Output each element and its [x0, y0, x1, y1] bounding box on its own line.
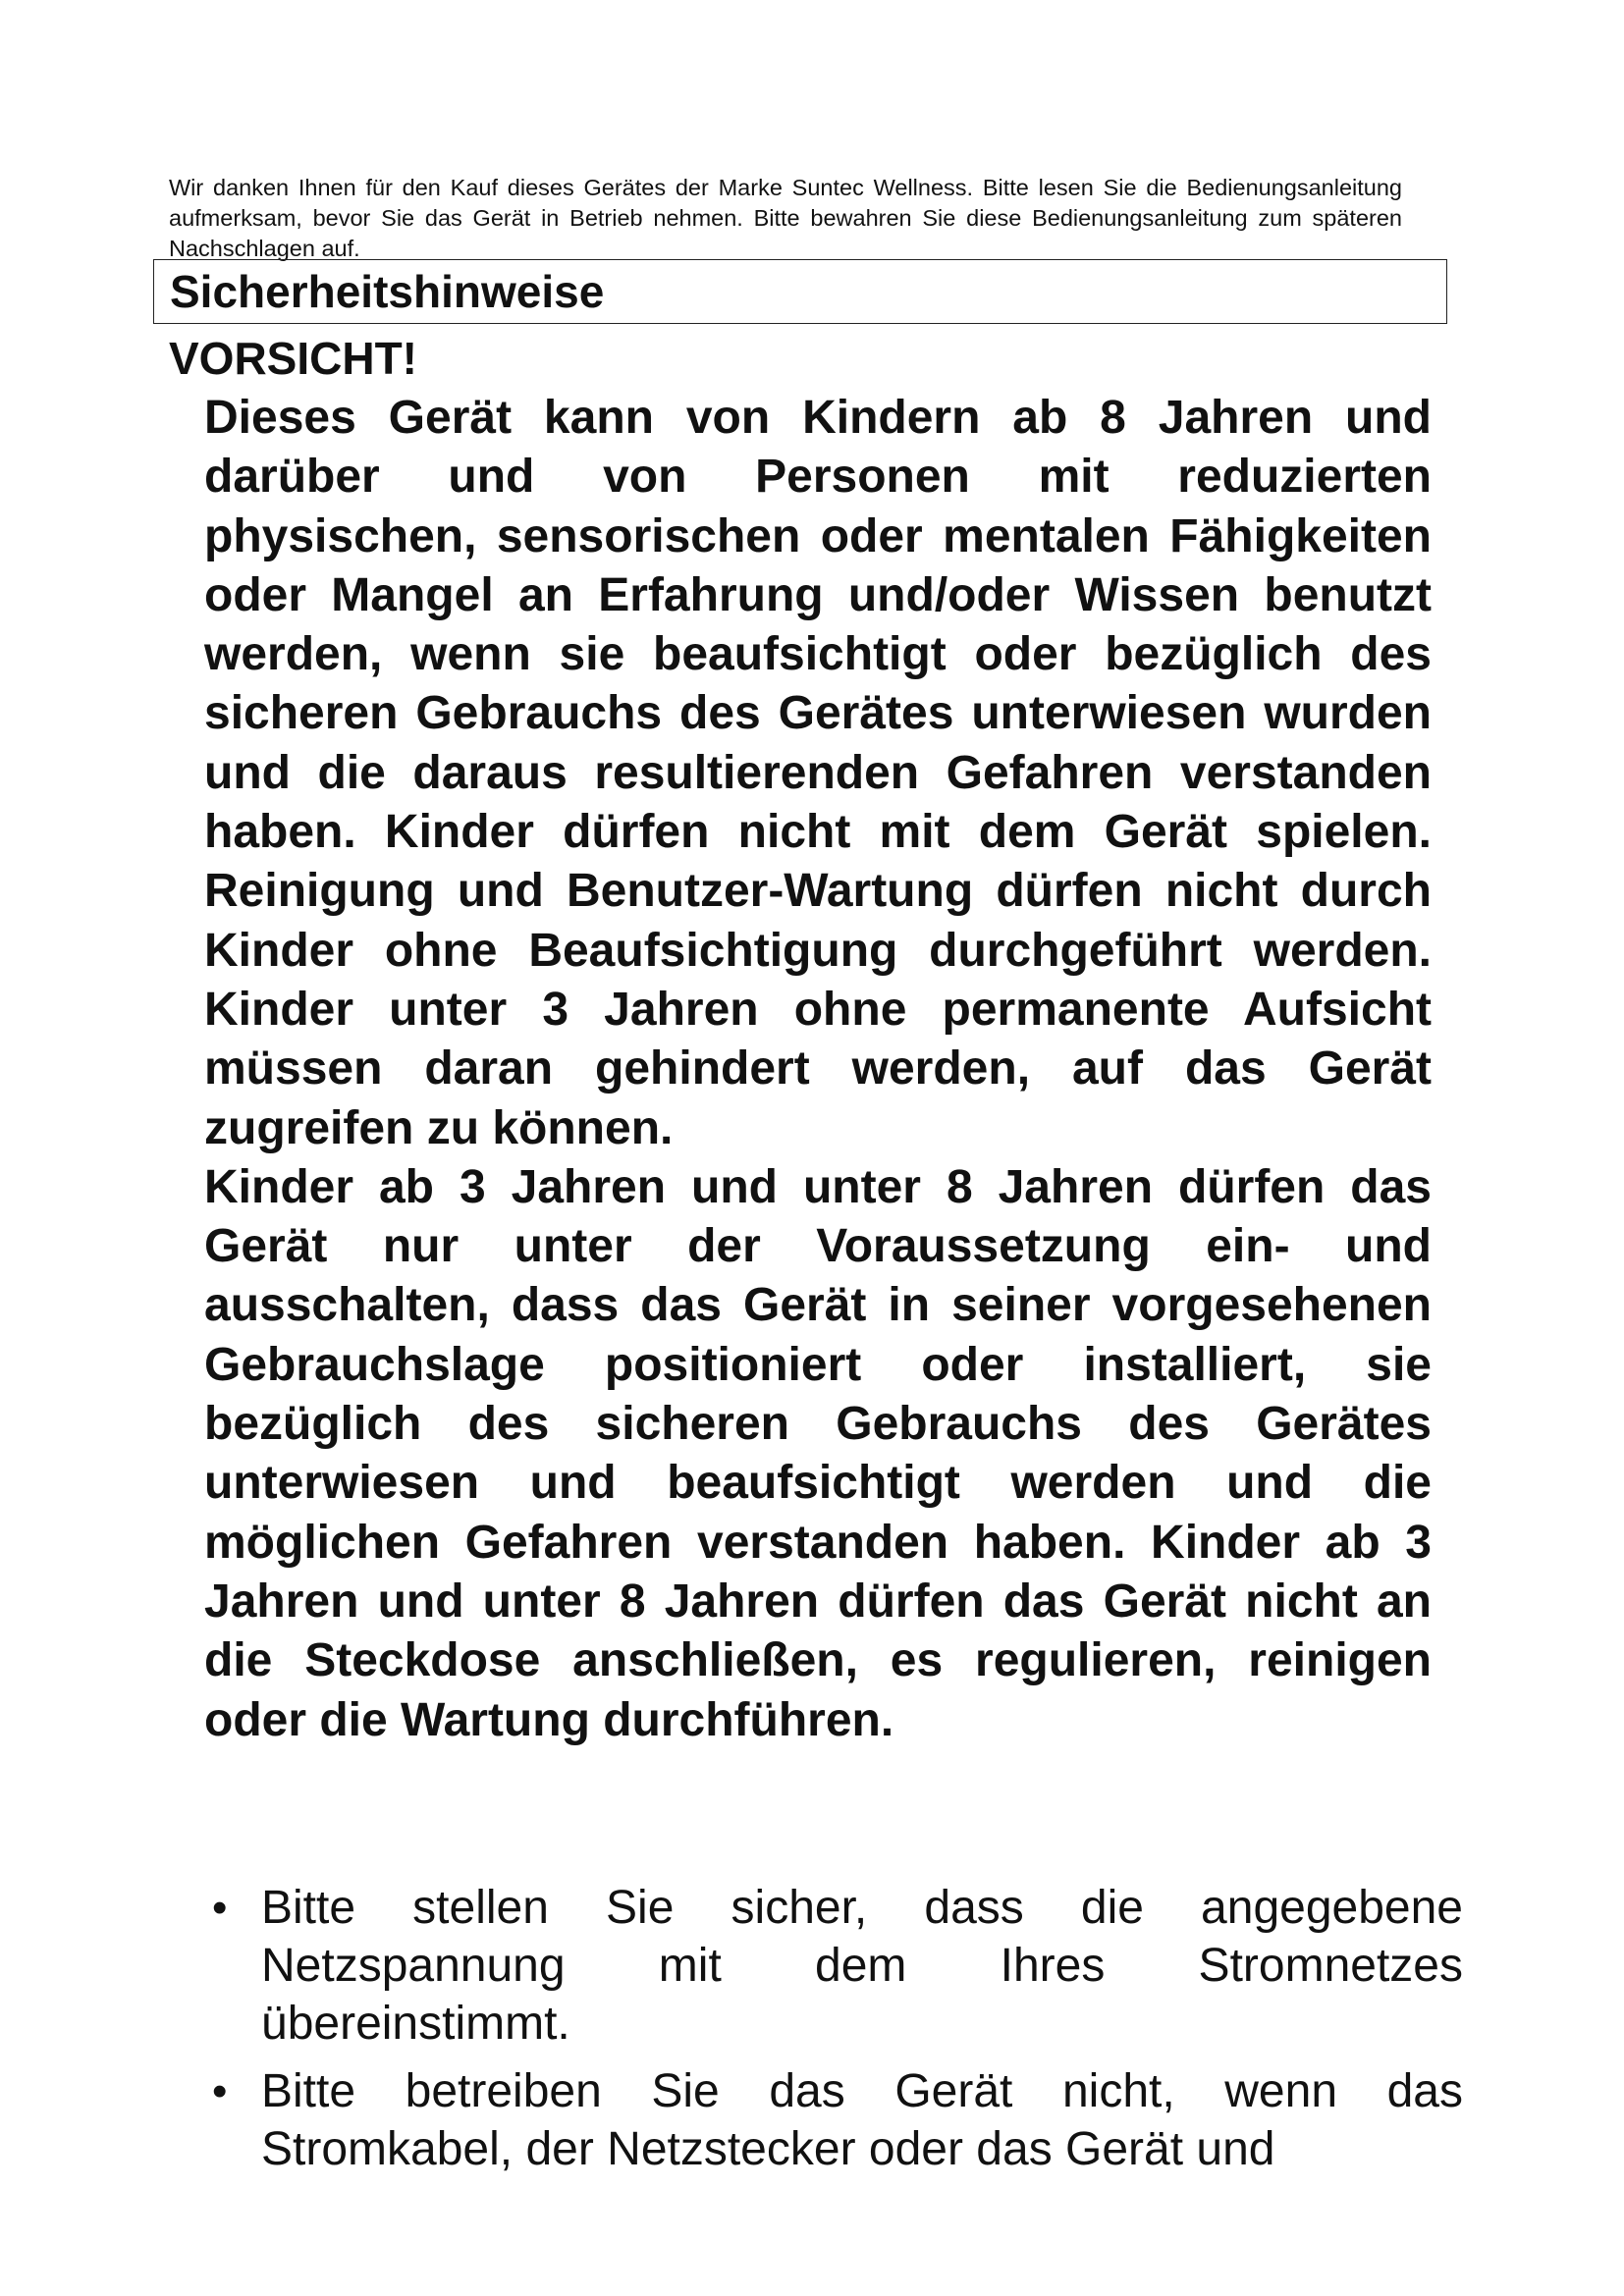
list-item-text: Bitte stellen Sie sicher, dass die angegebene Netzspannung mit dem Ihres Stromnetzes übereinstimmt.: [261, 1882, 1463, 2050]
list-item: [204, 2062, 1463, 2178]
section-header-box: [153, 259, 1447, 324]
bullet-icon: •: [212, 2067, 228, 2115]
list-item: [204, 1879, 1463, 2053]
caution-text-block: [204, 389, 1432, 1750]
bullet-icon: •: [212, 1884, 228, 1932]
caution-paragraph-2: Kinder ab 3 Jahren und unter 8 Jahren dürfen das Gerät nur unter der Voraussetzung ein- und ausschalten, dass das Gerät in seiner vorgesehenen Gebrauchslage positioniert oder installiert, sie bezüglich des sicheren Gebrauchs des Gerätes unterwiesen und beaufsichtigt werden und die möglichen Gefahren verstanden haben. Kinder ab 3 Jahren und unter 8 Jahren dürfen das Gerät nicht an die Steckdose anschließen, es regulieren, reinigen oder die Wartung durchführen.: [204, 1160, 1432, 1746]
safety-bullet-list: [204, 1879, 1463, 2188]
section-title: Sicherheitshinweise: [170, 266, 605, 317]
list-item-text: Bitte betreiben Sie das Gerät nicht, wenn das Stromkabel, der Netzstecker oder das Gerät und: [261, 2065, 1463, 2175]
intro-paragraph: Wir danken Ihnen für den Kauf dieses Gerätes der Marke Suntec Wellness. Bitte lesen Sie die Bedienungsanleitung aufmerksam, bevor Sie das Gerät in Betrieb nehmen. Bitte bewahren Sie diese Bedienungsanleitung zum späteren Nachschlagen auf.: [169, 175, 1402, 261]
caution-paragraph-1: Dieses Gerät kann von Kindern ab 8 Jahren und darüber und von Personen mit reduzierten physischen, sensorischen oder mentalen Fähigkeiten oder Mangel an Erfahrung und/oder Wissen benutzt werden, wenn sie beaufsichtigt oder bezüglich des sicheren Gebrauchs des Gerätes unterwiesen wurden und die daraus resultierenden Gefahren verstanden haben. Kinder dürfen nicht mit dem Gerät spielen. Reinigung und Benutzer-Wartung dürfen nicht durch Kinder ohne Beaufsichtigung durchgeführt werden. Kinder unter 3 Jahren ohne permanente Aufsicht müssen daran gehindert werden, auf das Gerät zugreifen zu können.: [204, 392, 1432, 1154]
caution-heading: VORSICHT!: [169, 333, 417, 384]
